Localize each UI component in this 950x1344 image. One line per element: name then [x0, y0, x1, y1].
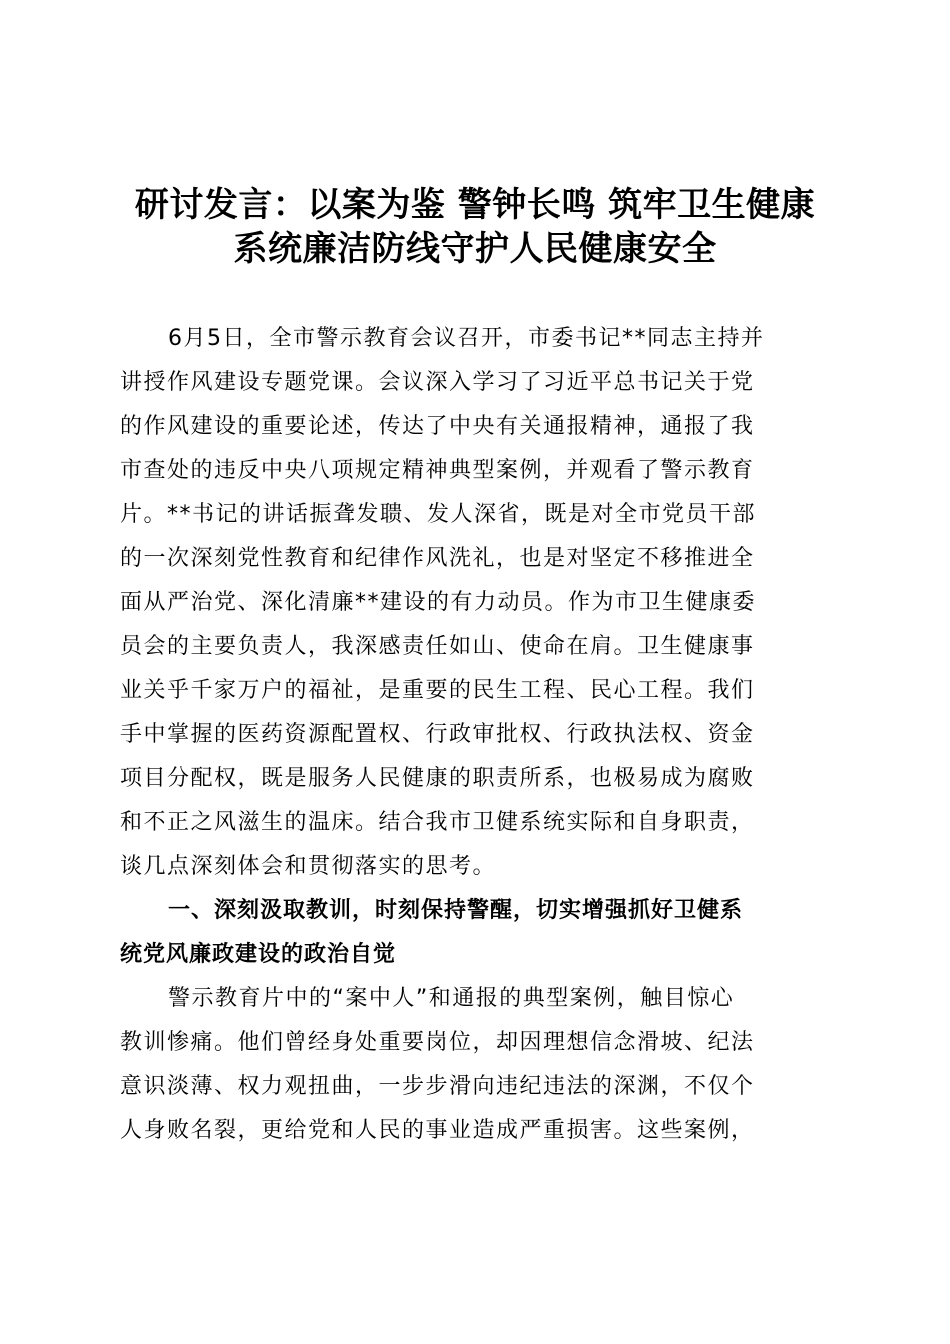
section-heading-line: 统党风廉政建设的政治自觉: [120, 942, 397, 967]
document-body: [120, 317, 830, 1153]
paragraph-line: 谈几点深刻体会和贯彻落实的思考。: [120, 854, 497, 879]
paragraph-line: 教训惨痛。他们曾经身处重要岗位，却因理想信念滑坡、纪法: [120, 1030, 755, 1055]
paragraph-line: 的作风建设的重要论述，传达了中央有关通报精神，通报了我: [120, 414, 755, 439]
paragraph-line: 手中掌握的医药资源配置权、行政审批权、行政执法权、资金: [120, 722, 755, 747]
paragraph-line: 面从严治党、深化清廉**建设的有力动员。作为市卫生健康委: [120, 590, 757, 615]
paragraph-line: 市查处的违反中央八项规定精神典型案例，并观看了警示教育: [120, 458, 755, 483]
paragraph-line: 和不正之风滋生的温床。结合我市卫健系统实际和自身职责，: [120, 810, 755, 835]
document-title: [100, 183, 850, 271]
section-heading-line: 一、深刻汲取教训，时刻保持警醒，切实增强抓好卫健系: [168, 898, 744, 923]
paragraph-line: 的一次深刻党性教育和纪律作风洗礼，也是对坚定不移推进全: [120, 546, 755, 571]
paragraph-line: 讲授作风建设专题党课。会议深入学习了习近平总书记关于党: [120, 370, 755, 395]
paragraph-line: 业关乎千家万户的福祉，是重要的民生工程、民心工程。我们: [120, 678, 755, 703]
title-line: 系统廉洁防线守护人民健康安全: [233, 229, 717, 269]
title-line: 研讨发言：以案为鉴 警钟长鸣 筑牢卫生健康: [134, 185, 816, 225]
paragraph-line: 警示教育片中的“案中人”和通报的典型案例，触目惊心: [168, 986, 735, 1011]
paragraph-line: 片。**书记的讲话振聋发聩、发人深省，既是对全市党员干部: [120, 502, 757, 527]
paragraph-line: 意识淡薄、权力观扭曲，一步步滑向违纪违法的深渊，不仅个: [120, 1074, 755, 1099]
paragraph-line: 员会的主要负责人，我深感责任如山、使命在肩。卫生健康事: [120, 634, 755, 659]
paragraph-line: 6月5日，全市警示教育会议召开，市委书记**同志主持并: [168, 326, 765, 351]
paragraph-line: 人身败名裂，更给党和人民的事业造成严重损害。这些案例，: [120, 1118, 755, 1143]
paragraph-line: 项目分配权，既是服务人民健康的职责所系，也极易成为腐败: [120, 766, 755, 791]
